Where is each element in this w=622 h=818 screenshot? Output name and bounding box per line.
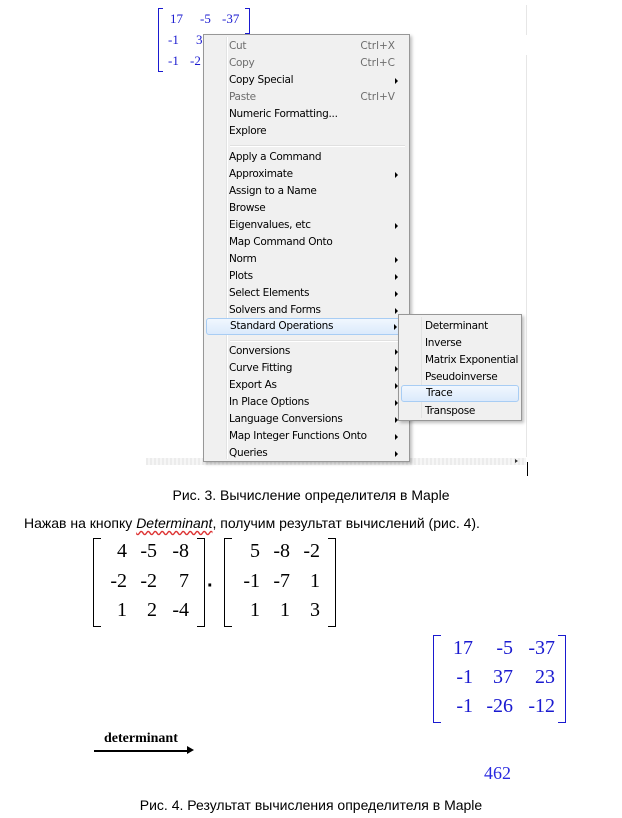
menu-item-approximate[interactable] — [206, 166, 407, 183]
arrow-head-icon — [187, 746, 194, 754]
determinant-emphasis: Determinant — [136, 515, 213, 531]
matrix-cell: -2 — [190, 53, 201, 68]
matrix-cell: -5 — [140, 540, 157, 562]
menu-item-label: Norm — [229, 253, 257, 265]
submenu-arrow-icon — [395, 78, 398, 84]
determinant-arrow-label: determinant — [104, 731, 178, 746]
figure-3-caption: Рис. 3. Вычисление определителя в Maple — [172, 487, 450, 503]
matrix-cell: 23 — [535, 666, 555, 688]
menu-item-plots[interactable] — [206, 268, 407, 285]
menu-item-label: Plots — [229, 270, 253, 282]
matrix-right-bracket — [328, 538, 336, 627]
menu-item-apply-a-command[interactable] — [206, 149, 407, 166]
menu-separator — [230, 340, 405, 341]
menu-item-label: Browse — [229, 202, 266, 214]
menu-item-numeric-formatting[interactable] — [206, 106, 407, 123]
paragraph-text: , получим результат вычислений (рис. 4). — [212, 515, 480, 531]
worksheet-right-border — [526, 5, 527, 35]
menu-item-label: Cut — [229, 40, 247, 52]
menu-item-in-place-options[interactable] — [206, 394, 407, 411]
menu-item-solvers-and-forms[interactable] — [206, 302, 407, 319]
menu-item-language-conversions[interactable] — [206, 411, 407, 428]
matrix-cell: 3 — [310, 599, 320, 621]
menu-item-shortcut: Ctrl+X — [360, 40, 395, 52]
matrix-right-bracket — [197, 538, 205, 627]
menu-item-conversions[interactable] — [206, 343, 407, 360]
matrix-left-bracket — [224, 538, 232, 627]
submenu-arrow-icon — [395, 434, 398, 440]
menu-item-label: Solvers and Forms — [229, 304, 321, 316]
submenu-arrow-icon — [395, 172, 398, 178]
menu-item-label: Export As — [229, 379, 277, 391]
menu-item-copy-special[interactable] — [206, 72, 407, 89]
multiplication-operator: · — [207, 575, 214, 597]
matrix-cell: 17 — [453, 637, 473, 659]
matrix-cell: -1 — [456, 666, 473, 688]
paragraph-text: Нажав на кнопку — [24, 515, 137, 531]
submenu-item-inverse[interactable] — [401, 335, 519, 352]
matrix-cell: 1 — [310, 570, 320, 592]
matrix-right-bracket — [558, 635, 566, 723]
menu-item-label: Queries — [229, 447, 268, 459]
matrix-cell: -5 — [496, 637, 513, 659]
submenu-arrow-icon — [395, 451, 398, 457]
matrix-cell: 4 — [117, 540, 127, 562]
matrix-cell: -1 — [456, 695, 473, 717]
product-matrix — [433, 635, 566, 723]
menu-item-assign-to-a-name[interactable] — [206, 183, 407, 200]
menu-item-queries[interactable] — [206, 445, 407, 462]
submenu-arrow-icon — [394, 324, 397, 330]
matrix-cell: -7 — [273, 570, 290, 592]
menu-item-curve-fitting[interactable] — [206, 360, 407, 377]
matrix-cell: -2 — [303, 540, 320, 562]
matrix-cell: -12 — [528, 695, 555, 717]
menu-item-shortcut: Ctrl+V — [360, 91, 395, 103]
matrix-cell: 1 — [250, 599, 260, 621]
text-cursor — [527, 462, 528, 476]
menu-item-map-command-onto[interactable] — [206, 234, 407, 251]
submenu-item-matrix-exponential[interactable] — [401, 352, 519, 369]
matrix-cell: -8 — [172, 540, 189, 562]
matrix-cell: -5 — [200, 11, 211, 26]
matrix-cell: 17 — [170, 11, 183, 26]
menu-item-label: Trace — [426, 387, 453, 399]
matrix-cell: -37 — [222, 11, 240, 26]
submenu-arrow-icon — [395, 223, 398, 229]
menu-item-label: Paste — [229, 91, 256, 103]
matrix-cell: -1 — [243, 570, 260, 592]
menu-item-cut[interactable] — [206, 38, 407, 55]
matrix-cell: 3 — [196, 32, 203, 47]
figure-4-caption: Рис. 4. Результат вычисления определителя в Maple — [139, 797, 483, 813]
menu-item-label: Eigenvalues, etc — [229, 219, 311, 231]
matrix-left-bracket — [158, 8, 163, 72]
submenu-arrow-icon — [395, 257, 398, 263]
submenu-arrow-icon — [395, 291, 398, 297]
menu-separator — [230, 145, 405, 146]
menu-item-select-elements[interactable] — [206, 285, 407, 302]
right-arrow-icon — [94, 750, 190, 752]
menu-item-explore[interactable] — [206, 123, 407, 140]
menu-item-label: Explore — [229, 125, 267, 137]
matrix-cell: -4 — [172, 599, 189, 621]
menu-item-export-as[interactable] — [206, 377, 407, 394]
determinant-result: 462 — [484, 763, 511, 783]
menu-item-label: Numeric Formatting... — [229, 108, 338, 120]
matrix-cell: -2 — [110, 570, 127, 592]
matrix-left-bracket — [93, 538, 101, 627]
matrix-cell: 1 — [117, 599, 127, 621]
menu-item-label: Determinant — [425, 320, 488, 332]
menu-item-label: Assign to a Name — [229, 185, 317, 197]
context-menu — [203, 34, 410, 462]
matrix-right-bracket — [245, 8, 250, 34]
submenu-item-trace[interactable] — [401, 385, 519, 402]
menu-item-label: Apply a Command — [229, 151, 322, 163]
matrix-cell: 5 — [250, 540, 260, 562]
menu-item-label: Pseudoinverse — [425, 371, 498, 383]
matrix-a — [93, 538, 205, 627]
matrix-cell: 2 — [147, 599, 157, 621]
menu-item-label: Conversions — [229, 345, 291, 357]
scroll-right-arrow-icon[interactable] — [515, 459, 518, 463]
menu-item-map-integer-functions-onto[interactable] — [206, 428, 407, 445]
menu-item-shortcut: Ctrl+C — [360, 57, 395, 69]
matrix-cell: -1 — [168, 53, 179, 68]
submenu-item-pseudoinverse[interactable] — [401, 369, 519, 386]
matrix-cell: 37 — [493, 666, 513, 688]
submenu-item-transpose[interactable] — [401, 403, 519, 420]
matrix-cell: 7 — [179, 570, 189, 592]
menu-item-label: Copy — [229, 57, 255, 69]
matrix-cell: -8 — [273, 540, 290, 562]
menu-item-copy[interactable] — [206, 55, 407, 72]
body-paragraph — [24, 515, 480, 531]
menu-item-label: In Place Options — [229, 396, 310, 408]
matrix-cell: -26 — [486, 695, 513, 717]
matrix-cell: -37 — [528, 637, 555, 659]
submenu-arrow-icon — [395, 274, 398, 280]
menu-item-norm[interactable] — [206, 251, 407, 268]
menu-item-label: Map Integer Functions Onto — [229, 430, 367, 442]
standard-operations-submenu — [398, 314, 522, 421]
menu-item-label: Transpose — [425, 405, 476, 417]
worksheet-right-border — [526, 55, 527, 457]
menu-item-label: Matrix Exponential — [425, 354, 519, 366]
menu-item-label: Copy Special — [229, 74, 294, 86]
menu-item-label: Map Command Onto — [229, 236, 333, 248]
submenu-item-determinant[interactable] — [401, 318, 519, 335]
menu-item-label: Language Conversions — [229, 413, 343, 425]
matrix-b — [224, 538, 336, 627]
menu-item-label: Approximate — [229, 168, 293, 180]
menu-item-paste[interactable] — [206, 89, 407, 106]
menu-item-browse[interactable] — [206, 200, 407, 217]
menu-item-standard-operations[interactable] — [206, 318, 407, 335]
menu-item-label: Inverse — [425, 337, 462, 349]
menu-item-label: Curve Fitting — [229, 362, 293, 374]
matrix-left-bracket — [433, 635, 441, 723]
matrix-cell: 1 — [280, 599, 290, 621]
menu-item-label: Select Elements — [229, 287, 310, 299]
matrix-cell: -1 — [168, 32, 179, 47]
matrix-cell: -2 — [140, 570, 157, 592]
menu-item-eigenvalues[interactable] — [206, 217, 407, 234]
menu-item-label: Standard Operations — [230, 320, 334, 332]
